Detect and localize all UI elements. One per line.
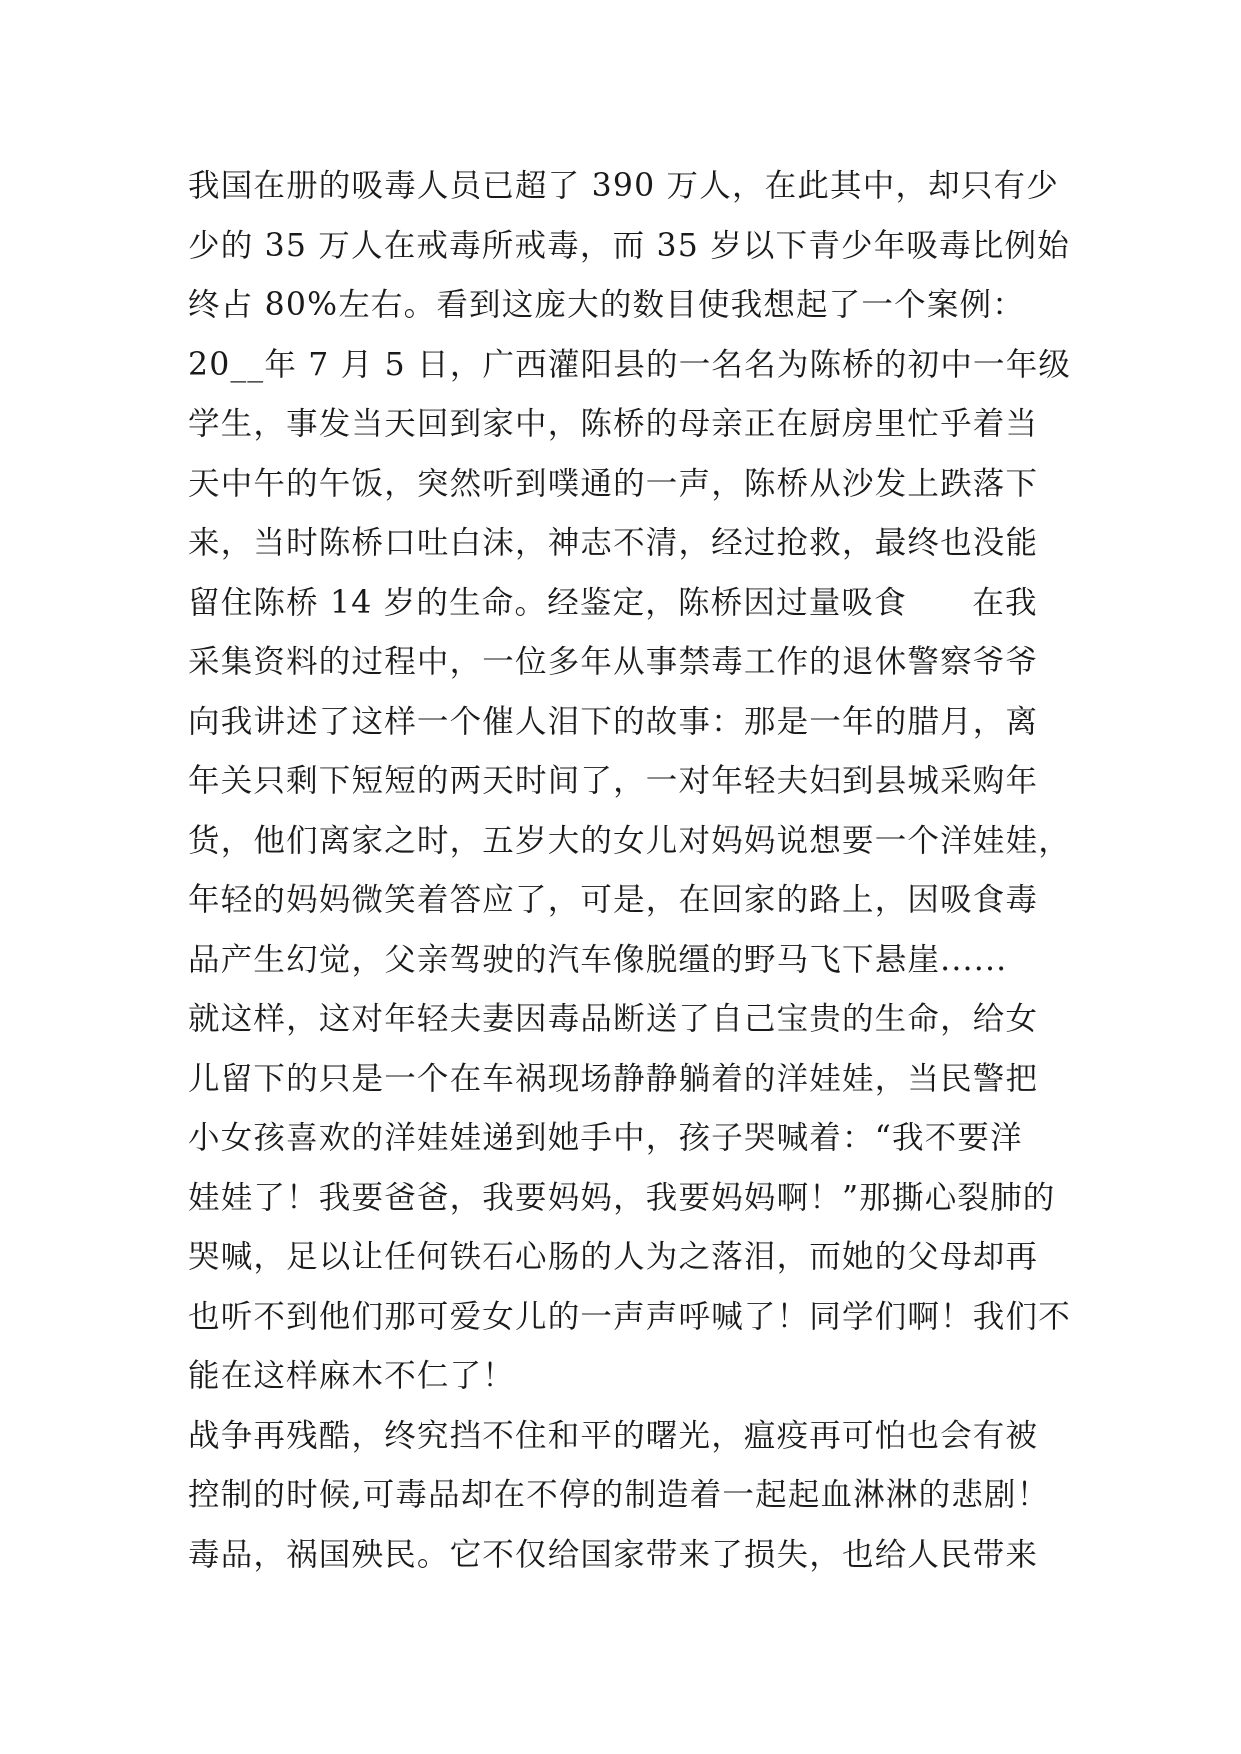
- text-line: 来，当时陈桥口吐白沫，神志不清，经过抢救，最终也没能: [188, 525, 1039, 561]
- text-line: 娃娃了！我要爸爸，我要妈妈，我要妈妈啊！”那撕心裂肺的: [188, 1179, 1056, 1216]
- text-line: 我国在册的吸毒人员已超了 390 万人，在此其中，却只有少: [188, 168, 1059, 204]
- text-line: 终占 80%左右。看到这庞大的数目使我想起了一个案例：: [188, 287, 1025, 323]
- text-line: 货，他们离家之时，五岁大的女儿对妈妈说想要一个洋娃娃，: [188, 822, 1071, 859]
- text-line: 学生，事发当天回到家中，陈桥的母亲正在厨房里忙乎着当: [188, 406, 1039, 442]
- text-line: 年关只剩下短短的两天时间了，一对年轻夫妇到县城采购年: [188, 763, 1039, 799]
- text-line: 控制的时候,可毒品却在不停的制造着一起起血淋淋的悲剧！: [188, 1477, 1050, 1513]
- text-line: 向我讲述了这样一个催人泪下的故事：那是一年的腊月，离: [188, 703, 1039, 740]
- text-line: 年轻的妈妈微笑着答应了，可是，在回家的路上，因吸食毒: [188, 882, 1039, 918]
- text-line: 品产生幻觉，父亲驾驶的汽车像脱缰的野马飞下悬崖......: [188, 941, 1008, 978]
- text-line: 儿留下的只是一个在车祸现场静静躺着的洋娃娃，当民警把: [188, 1060, 1039, 1097]
- document-body: [188, 157, 1072, 1585]
- text-line: 哭喊，足以让任何铁石心肠的人为之落泪，而她的父母却再: [188, 1239, 1039, 1275]
- text-line: 也听不到他们那可爱女儿的一声声呼喊了！同学们啊！我们不: [188, 1298, 1071, 1335]
- text-line: 留住陈桥 14 岁的生命。经鉴定，陈桥因过量吸食 在我: [188, 584, 1038, 621]
- text-line: 毒品，祸国殃民。它不仅给国家带来了损失，也给人民带来: [188, 1536, 1039, 1573]
- text-line: 战争再残酷，终究挡不住和平的曙光，瘟疫再可怕也会有被: [188, 1417, 1039, 1454]
- text-line: 小女孩喜欢的洋娃娃递到她手中，孩子哭喊着：“我不要洋: [188, 1120, 1023, 1156]
- text-line: 20__年 7 月 5 日，广西灌阳县的一名名为陈桥的初中一年级: [188, 346, 1072, 383]
- text-line: 天中午的午饭，突然听到噗通的一声，陈桥从沙发上跌落下: [188, 465, 1039, 502]
- text-line: 少的 35 万人在戒毒所戒毒，而 35 岁以下青少年吸毒比例始: [188, 227, 1070, 264]
- text-line: 就这样，这对年轻夫妻因毒品断送了自己宝贵的生命，给女: [188, 1001, 1039, 1037]
- text-line: 能在这样麻木不仁了！: [188, 1358, 516, 1394]
- text-line: 采集资料的过程中，一位多年从事禁毒工作的退休警察爷爷: [188, 644, 1039, 680]
